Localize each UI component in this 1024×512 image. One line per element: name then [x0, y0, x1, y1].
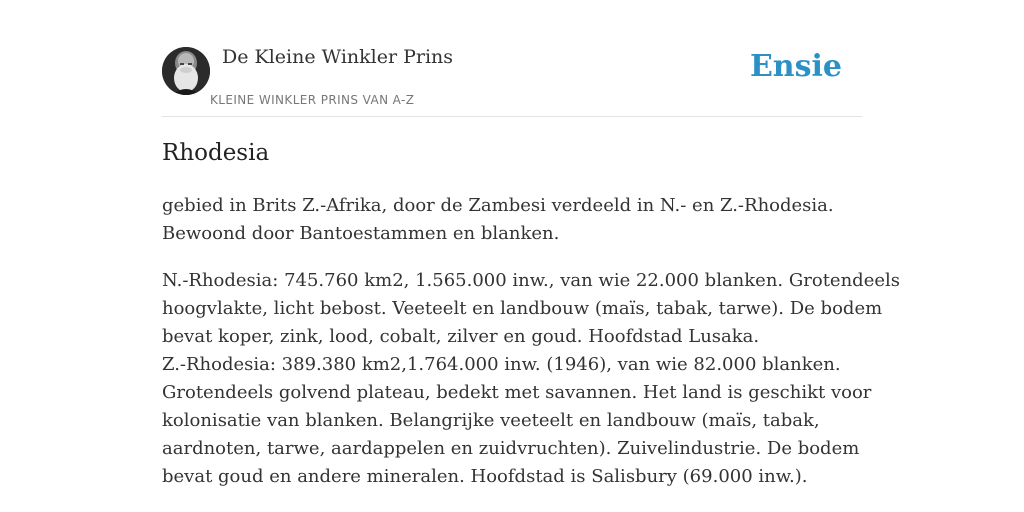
text-line: kolonisatie van blanken. Belangrijke veeteelt en landbouw (maïs, tabak,	[162, 410, 820, 431]
article-title: Rhodesia	[162, 140, 270, 166]
source-header	[162, 44, 862, 117]
text-line: aardnoten, tarwe, aardappelen en zuidvruchten). Zuivelindustrie. De bodem	[162, 438, 860, 459]
source-subtitle[interactable]: KLEINE WINKLER PRINS VAN A-Z	[210, 93, 415, 107]
text-line: Bewoond door Bantoestammen en blanken.	[162, 223, 560, 244]
text-line: N.-Rhodesia: 745.760 km2, 1.565.000 inw., van wie 22.000 blanken. Grotendeels	[162, 270, 900, 291]
paragraph-intro	[162, 192, 862, 248]
text-line: Z.-Rhodesia: 389.380 km2,1.764.000 inw. (1946), van wie 82.000 blanken.	[162, 354, 841, 375]
text-line: gebied in Brits Z.-Afrika, door de Zambesi verdeeld in N.- en Z.-Rhodesia.	[162, 195, 834, 216]
text-line: Grotendeels golvend plateau, bedekt met savannen. Het land is geschikt voor	[162, 382, 872, 403]
paragraph-details	[162, 267, 900, 491]
article-body	[162, 192, 900, 510]
text-line: bevat koper, zink, lood, cobalt, zilver en goud. Hoofdstad Lusaka.	[162, 326, 760, 347]
source-name[interactable]: De Kleine Winkler Prins	[222, 46, 454, 68]
ensie-logo-link[interactable]: Ensie	[749, 49, 842, 84]
text-line: bevat goud en andere mineralen. Hoofdstad is Salisbury (69.000 inw.).	[162, 466, 808, 487]
text-line: hoogvlakte, licht bebost. Veeteelt en landbouw (maïs, tabak, tarwe). De bodem	[162, 298, 883, 319]
source-avatar-icon[interactable]	[162, 47, 210, 95]
